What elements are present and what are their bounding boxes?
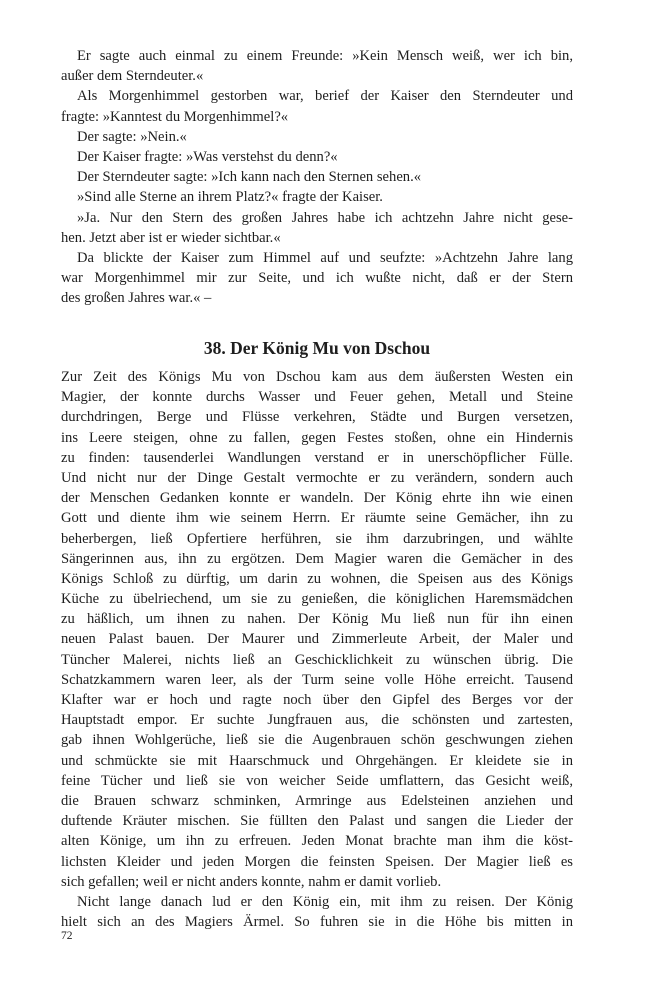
chapter-heading: 38. Der König Mu von Dschou: [203, 338, 431, 358]
text-line: Als Morgenhimmel gestorben war, berief der Kaiser den Sterndeuter und: [77, 88, 573, 105]
text-line: des großen Jahres war.« –: [61, 290, 212, 307]
text-line: Schatzkammern waren leer, als der Turm seine volle Höhe erreicht. Tausend: [61, 671, 573, 688]
text-line: Der Kaiser fragte: »Was verstehst du denn?«: [77, 148, 338, 165]
text-line: Klafter war er hoch und ragte noch über den Gipfel des Berges vor der: [61, 692, 573, 708]
text-line: hielt sich an des Magiers Ärmel. So fuhren sie in die Höhe bis mitten in: [61, 914, 573, 931]
text-line: »Sind alle Sterne an ihrem Platz?« fragte der Kaiser.: [77, 189, 383, 206]
text-line: und schmückte sie mit Haarschmuck und Ohrgehängen. Er kleidete sie in: [61, 752, 573, 769]
text-line: Küche zu übelriechend, um sie zu genießen, die königlichen Haremsmädchen: [61, 591, 573, 608]
text-line: die Brauen schwarz schminken, Armringe aus Edelsteinen anziehen und: [61, 792, 573, 809]
text-line: Sängerinnen aus, ihn zu ergötzen. Dem Magier waren die Gemächer in des: [61, 550, 573, 567]
chapter-body: [61, 367, 573, 932]
text-line: der Menschen Gedanken konnte er wandeln. Der König ehrte ihn wie einen: [61, 490, 573, 507]
page-number: 72: [61, 930, 73, 942]
text-line: Da blickte der Kaiser zum Himmel auf und seufzte: »Achtzehn Jahre lang: [77, 249, 573, 266]
text-line: Der sagte: »Nein.«: [77, 128, 187, 145]
text-line: Gott und diente ihm wie seinem Herrn. Er räumte seine Gemächer, ihn zu: [61, 510, 573, 527]
text-line: Magier, der konnte durchs Wasser und Feuer gehen, Metall und Steine: [61, 389, 573, 406]
text-line: Er sagte auch einmal zu einem Freunde: »Kein Mensch weiß, wer ich bin,: [77, 48, 573, 64]
text-line: alten Könige, um ihn zu erfreuen. Jeden Monat brachte man ihm die köst-: [61, 833, 573, 850]
text-line: durchdringen, Berge und Flüsse verkehren, Städte und Burgen versetzen,: [61, 409, 573, 426]
text-line: beherbergen, ließ Opfertiere herführen, sie ihm darzubringen, und wählte: [61, 530, 573, 547]
text-line: gab ihnen Wohlgerüche, ließ sie die Augenbrauen schön geschwungen ziehen: [61, 732, 573, 749]
text-line: Königs Schloß zu dürftig, um darin zu wohnen, die Speisen aus des Königs: [61, 570, 573, 587]
text-line: Tüncher Malerei, nichts ließ an Geschicklichkeit zu wünschen übrig. Die: [61, 651, 573, 668]
text-line: war Morgenhimmel mir zur Seite, und ich wußte nicht, daß er der Stern: [61, 270, 573, 287]
text-line: zu finden: tausenderlei Wandlungen verstand er in unerschöpflicher Fülle.: [61, 449, 573, 466]
text-line: Nicht lange danach lud er den König ein, mit ihm zu reisen. Der König: [77, 893, 573, 910]
text-line: »Ja. Nur den Stern des großen Jahres habe ich achtzehn Jahre nicht gese-: [77, 209, 573, 226]
text-line: neuen Palast bauen. Der Maurer und Zimmerleute Arbeit, der Maler und: [61, 631, 573, 648]
text-line: hen. Jetzt aber ist er wieder sichtbar.«: [61, 229, 281, 246]
text-line: Und nicht nur der Dinge Gestalt vermochte er zu verändern, sondern auch: [61, 469, 573, 486]
text-line: Zur Zeit des Königs Mu von Dschou kam aus dem äußersten Westen ein: [61, 369, 573, 385]
text-line: Der Sterndeuter sagte: »Ich kann nach den Sternen sehen.«: [77, 169, 422, 186]
text-line: außer dem Sterndeuter.«: [61, 68, 204, 85]
text-line: zu häßlich, um ihnen zu nahen. Der König Mu ließ nun für ihn einen: [61, 611, 573, 628]
text-line: feine Tücher und ließ sie von weicher Seide umflattern, das Gesicht weiß,: [61, 772, 573, 789]
text-line: Hauptstadt empor. Er suchte Jungfrauen aus, die schönsten und zartesten,: [61, 712, 573, 729]
text-line: duftende Kräuter mischen. Sie füllten den Palast und sangen die Lieder der: [61, 813, 573, 830]
text-line: sich gefallen; weil er nicht anders konnte, nahm er damit vorlieb.: [61, 873, 442, 890]
text-line: lichsten Kleider und jeden Morgen die feinsten Speisen. Der Magier ließ es: [61, 853, 573, 870]
text-line: fragte: »Kanntest du Morgenhimmel?«: [61, 108, 289, 125]
text-line: ins Leere steigen, ohne zu fallen, gegen Festes stoßen, ohne ein Hindernis: [61, 429, 573, 446]
previous-chapter-ending: [61, 46, 573, 308]
